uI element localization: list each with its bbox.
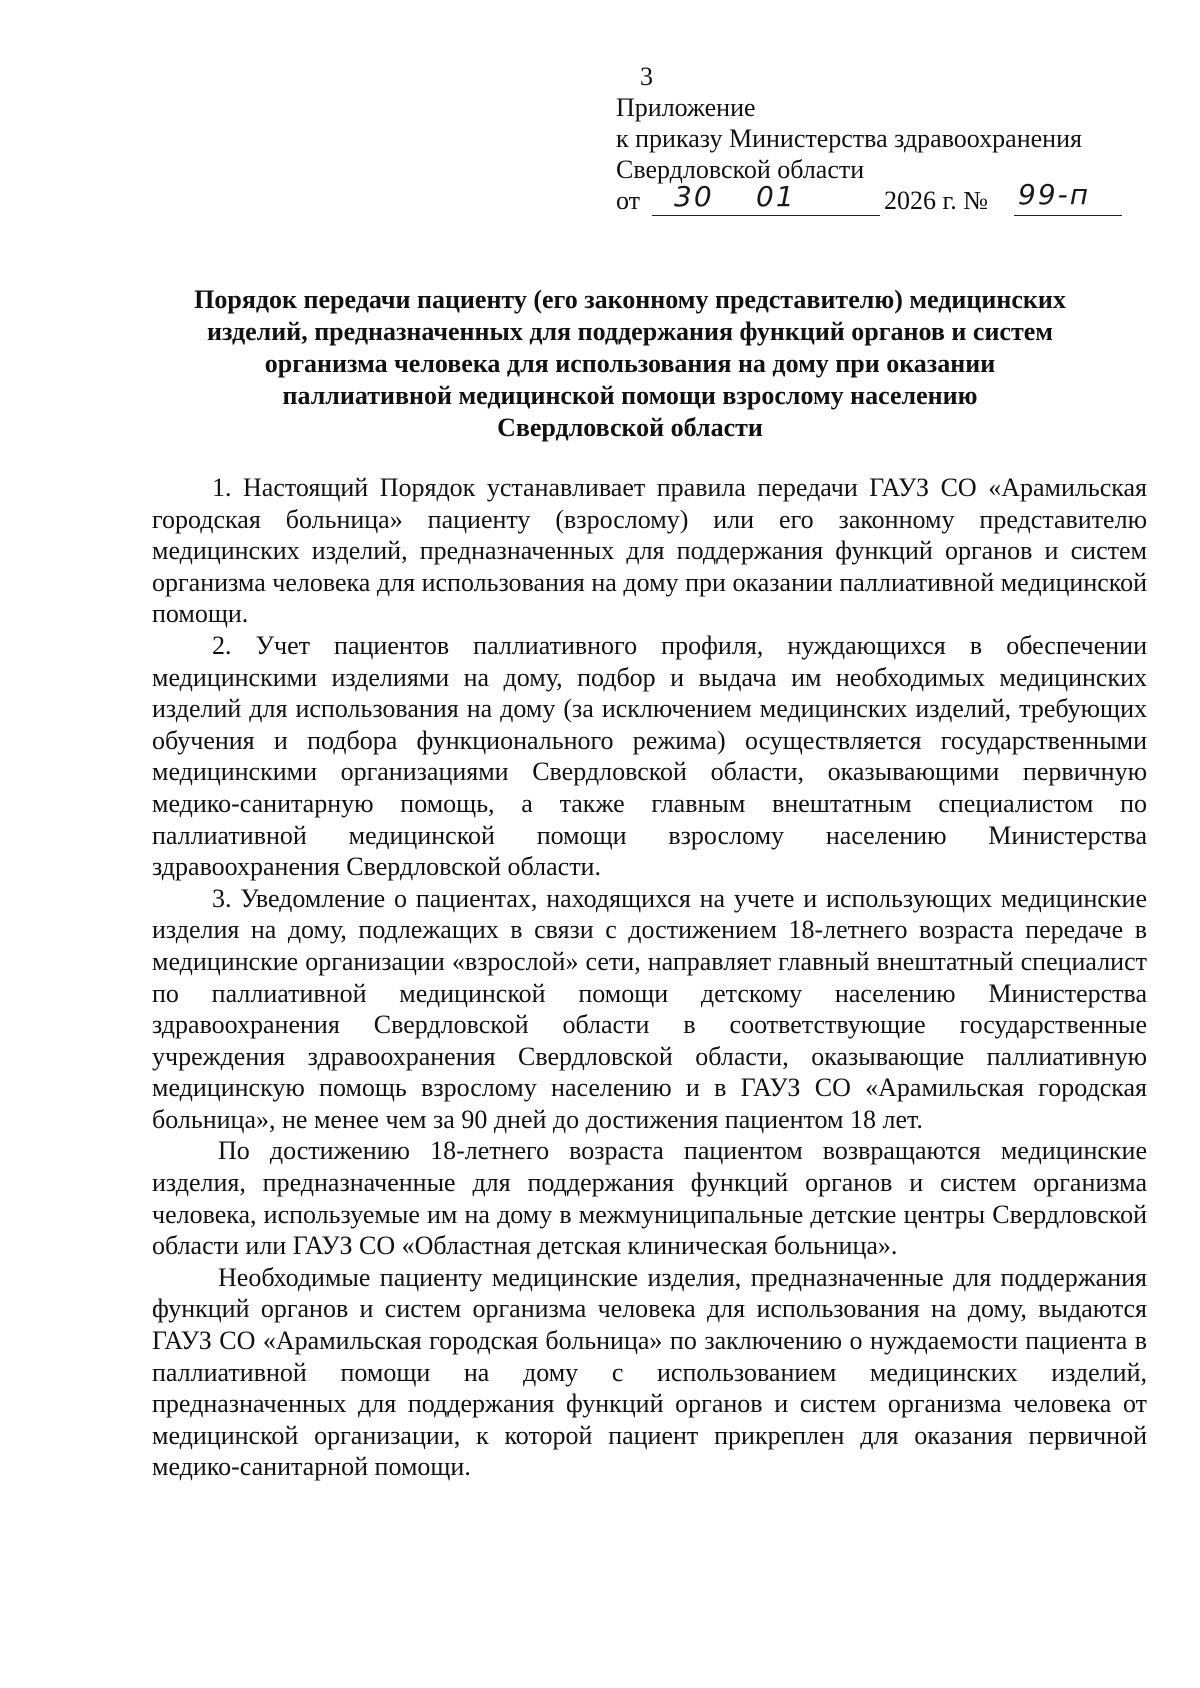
title-line: Порядок передачи пациенту (его законному представителю) медицинских [194,285,1066,314]
date-underline [652,215,880,216]
title-line: Свердловской области [497,413,763,442]
appendix-region: Свердловской области [616,155,865,184]
number-underline [1014,215,1122,216]
page-number: 3 [640,62,653,91]
appendix-label: Приложение [616,93,756,122]
title-line: организма человека для использования на дому при оказании [264,349,996,378]
title-line: изделий, предназначенных для поддержания функций органов и систем [207,317,1053,346]
document-body [152,472,1147,1483]
handwritten-month: 01 [756,180,796,213]
order-year-label: 2026 г. № [884,186,989,215]
order-date-number-line [616,178,1136,219]
document-title [140,284,1120,444]
paragraph-1: 1. Настоящий Порядок устанавливает правила передачи ГАУЗ СО «Арамильская городская больница» пациенту (взрослому) или его законному представителю медицинских изделий, предназначенных для поддержания функций органов и систем организма человека для использования на дому при оказании паллиативной медицинской помощи. [152,473,1147,629]
paragraph-5: Необходимые пациенту медицинские изделия, предназначенные для поддержания функций органов и систем организма человека для использования на дому, выдаются ГАУЗ СО «Арамильская городская больница» по заключению о нуждаемости пациента в паллиативной помощи на дому с использованием медицинских изделий, предназначенных для поддержания функций органов и систем организма человека от медицинской организации, к которой пациент прикреплен для оказания первичной медико-санитарной помощи. [152,1262,1147,1482]
handwritten-day: 30 [674,180,714,213]
order-prefix: от [616,186,641,215]
paragraph-2: 2. Учет пациентов паллиативного профиля, нуждающихся в обеспечении медицинскими изделиями на дому, подбор и выдача им необходимых медицинских изделий для использования на дому (за исключением медицинских изделий, требующих обучения и подбора функционального режима) осуществляется государственными медицинскими организациями Свердловской области, оказывающими первичную медико-санитарную помощь, а также главным внештатным специалистом по паллиативной медицинской помощи взрослому населению Министерства здравоохранения Свердловской области. [152,630,1147,882]
paragraph-4: По достижению 18-летнего возраста пациентом возвращаются медицинские изделия, предназначенные для поддержания функций органов и систем организма человека, используемые им на дому в межмуниципальные детские центры Свердловской области или ГАУЗ СО «Областная детская клиническая больница». [152,1136,1147,1261]
appendix-order-reference: к приказу Министерства здравоохранения [616,124,1082,153]
title-line: паллиативной медицинской помощи взрослому населению [282,381,978,410]
handwritten-order-number: 99-п [1018,178,1091,211]
appendix-block [616,92,1136,219]
paragraph-3: 3. Уведомление о пациентах, находящихся на учете и использующих медицинские изделия на дому, подлежащих в связи с достижением 18-летнего возраста передаче в медицинские организации «взрослой» сети, направляет главный внештатный специалист по паллиативной медицинской помощи детскому населению Министерства здравоохранения Свердловской области в соответствующие государственные учреждения здравоохранения Свердловской области, оказывающие паллиативную медицинскую помощь взрослому населению и в ГАУЗ СО «Арамильская городская больница», не менее чем за 90 дней до достижения пациентом 18 лет. [152,883,1147,1134]
